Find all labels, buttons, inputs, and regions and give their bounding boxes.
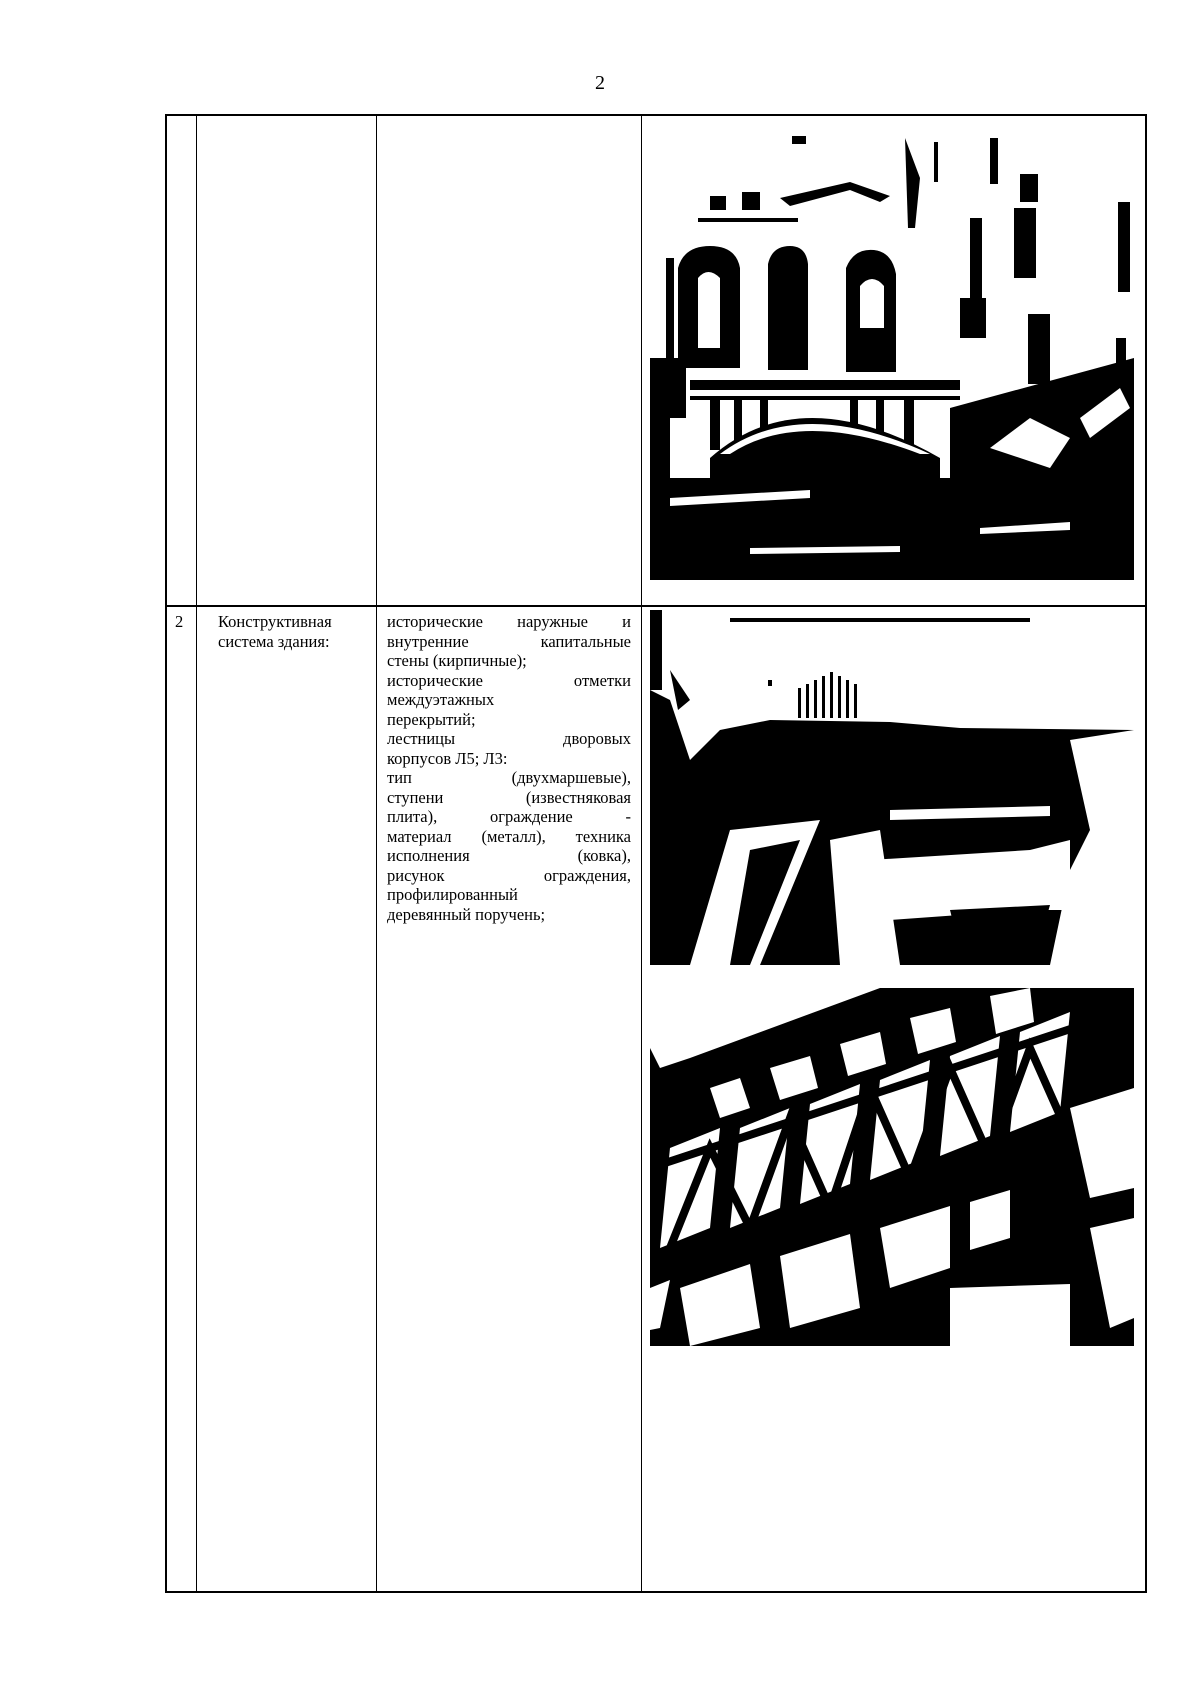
description-line: рисунок ограждения,: [387, 865, 631, 885]
table-border-bottom: [165, 1591, 1147, 1593]
row-index: 2: [175, 612, 184, 631]
description-line: тип (двухмаршевые),: [387, 768, 631, 787]
description-line: исполнения (ковка),: [387, 846, 631, 865]
description-line: деревянный поручень;: [387, 904, 546, 924]
row-description: [387, 612, 631, 924]
row-separator: [165, 605, 1147, 607]
column-divider-2: [376, 114, 377, 1593]
description-line: плита), ограждение -: [387, 807, 631, 826]
description-line: материал (металл), техника: [387, 826, 631, 846]
table-border-left: [165, 114, 167, 1593]
description-line: ступени (известняковая: [387, 787, 631, 807]
description-line: лестницы дворовых: [387, 729, 631, 748]
description-line: перекрытий;: [387, 709, 476, 729]
row-name: [218, 612, 368, 651]
description-line: междуэтажных: [387, 690, 495, 709]
column-divider-3: [641, 114, 642, 1593]
photo-staircase: [650, 610, 1134, 965]
row-name-line-1: Конструктивная: [218, 612, 332, 631]
page-number: 2: [595, 72, 605, 94]
description-line: профилированный: [387, 885, 518, 904]
description-line: стены (кирпичные);: [387, 651, 527, 670]
table-border-right: [1145, 114, 1147, 1593]
description-line: внутренние капитальные: [387, 631, 631, 651]
photo-railing: [650, 988, 1134, 1346]
description-line: исторические наружные и: [387, 612, 631, 631]
photo-building-facade: [650, 118, 1134, 580]
table-border-top: [165, 114, 1147, 116]
row-name-line-2: система здания:: [218, 631, 330, 651]
description-line: корпусов Л5; Л3:: [387, 748, 508, 768]
description-line: исторические отметки: [387, 670, 631, 690]
column-divider-1: [196, 114, 197, 1593]
